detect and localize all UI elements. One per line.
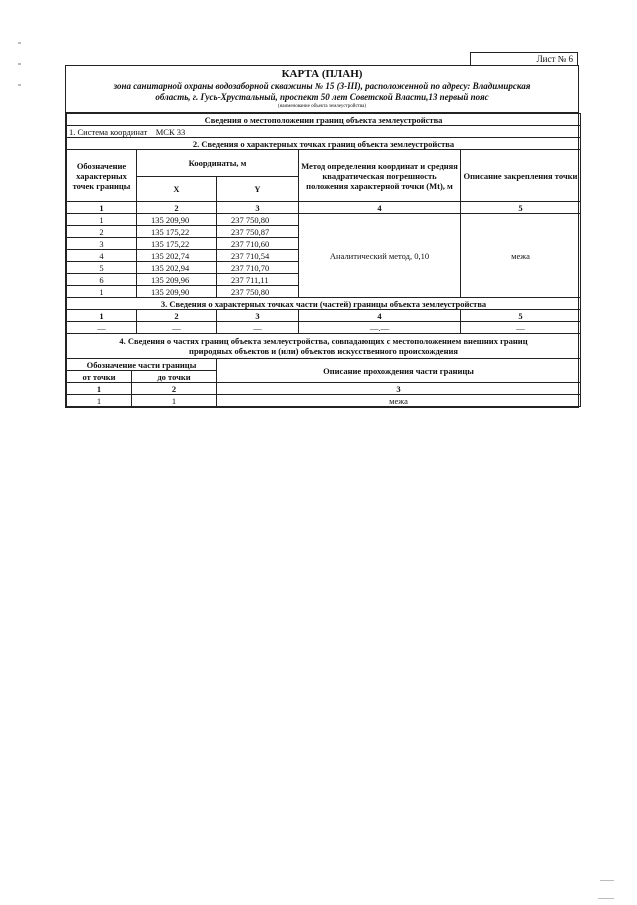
coord-y: 237 711,11	[217, 274, 299, 286]
point-id: 4	[67, 250, 137, 262]
point-id: 3	[67, 238, 137, 250]
point-id: 5	[67, 262, 137, 274]
coord-x: 135 175,22	[137, 238, 217, 250]
coord-y: 237 710,60	[217, 238, 299, 250]
section4-heading-line-2: природных объектов и (или) объектов искусственного происхождения	[189, 346, 458, 356]
title-block	[66, 66, 578, 113]
scan-mark	[18, 84, 21, 86]
sheet-number: Лист № 6	[470, 52, 578, 66]
col-number: 1	[67, 310, 137, 322]
dash-cell: —	[461, 322, 581, 334]
point-id: 1	[67, 214, 137, 226]
header-to: до точки	[132, 371, 217, 383]
header-description: Описание прохождения части границы	[217, 359, 581, 383]
section-main-heading: Сведения о местоположении границ объекта землеустройства	[67, 114, 581, 126]
object-name-caption: (наименование объекта землеустройства)	[277, 104, 367, 109]
col-number: 4	[299, 202, 461, 214]
table-row	[67, 214, 581, 226]
scan-mark	[600, 880, 614, 881]
header-part: Обозначение части границы	[67, 359, 217, 371]
from-point: 1	[67, 395, 132, 407]
col-number: 2	[137, 310, 217, 322]
part-description: межа	[217, 395, 581, 407]
dash-cell: —	[217, 322, 299, 334]
boundary-table	[66, 113, 581, 359]
document-subtitle-line-2: область, г. Гусь-Хрустальный, проспект 50 лет Советской Власти,13 первый пояс	[155, 92, 489, 102]
point-id: 2	[67, 226, 137, 238]
coord-x: 135 202,94	[137, 262, 217, 274]
point-id: 6	[67, 274, 137, 286]
col-number: 5	[461, 202, 581, 214]
coordinate-system-value: МСК 33	[155, 126, 186, 137]
col-number: 3	[217, 383, 581, 395]
point-id: 1	[67, 286, 137, 298]
scan-mark	[18, 42, 21, 44]
col-number: 2	[132, 383, 217, 395]
section4-heading	[67, 334, 581, 359]
header-method: Метод определения координат и средняя квадратическая погрешность положения характерной точки (Mt), м	[299, 150, 461, 202]
dash-cell: —	[67, 322, 137, 334]
coordinate-system-label: 1. Система координат	[69, 126, 148, 137]
scan-mark	[18, 63, 21, 65]
coord-x: 135 175,22	[137, 226, 217, 238]
table-row	[67, 322, 581, 334]
coord-y: 237 750,80	[217, 286, 299, 298]
header-coordinates: Координаты, м	[137, 150, 299, 177]
header-x: X	[137, 177, 217, 202]
coord-y: 237 710,54	[217, 250, 299, 262]
coord-x: 135 209,90	[137, 214, 217, 226]
scan-mark	[598, 898, 614, 899]
section4-heading-line-1: 4. Сведения о частях границ объекта землеустройства, совпадающих с местоположением внешних границ	[119, 336, 528, 346]
header-y: Y	[217, 177, 299, 202]
coord-x: 135 209,96	[137, 274, 217, 286]
coord-y: 237 710,70	[217, 262, 299, 274]
col-number: 3	[217, 310, 299, 322]
document-subtitle-line-1: зона санитарной охраны водозаборной скважины № 15 (3-III), расположенной по адресу: Владимирская	[113, 81, 531, 91]
fixing-value: межа	[461, 214, 581, 298]
coord-y: 237 750,87	[217, 226, 299, 238]
header-fixing: Описание закрепления точки	[461, 150, 581, 202]
map-plan-document	[65, 65, 579, 408]
coord-x: 135 209,90	[137, 286, 217, 298]
col-number: 1	[67, 383, 132, 395]
document-title: КАРТА (ПЛАН)	[281, 68, 363, 80]
coord-x: 135 202,74	[137, 250, 217, 262]
header-from: от точки	[67, 371, 132, 383]
header-point: Обозначение характерных точек границы	[67, 150, 137, 202]
coordinate-system-row	[67, 126, 581, 138]
to-point: 1	[132, 395, 217, 407]
dash-cell: —.—	[299, 322, 461, 334]
boundary-parts-table	[66, 359, 581, 407]
col-number: 5	[461, 310, 581, 322]
col-number: 3	[217, 202, 299, 214]
section2-heading: 2. Сведения о характерных точках границ объекта землеустройства	[67, 138, 581, 150]
table-row	[67, 395, 581, 407]
method-value: Аналитический метод, 0,10	[299, 214, 461, 298]
dash-cell: —	[137, 322, 217, 334]
col-number: 4	[299, 310, 461, 322]
col-number: 2	[137, 202, 217, 214]
section3-heading: 3. Сведения о характерных точках части (частей) границы объекта землеустройства	[67, 298, 581, 310]
col-number: 1	[67, 202, 137, 214]
coord-y: 237 750,80	[217, 214, 299, 226]
